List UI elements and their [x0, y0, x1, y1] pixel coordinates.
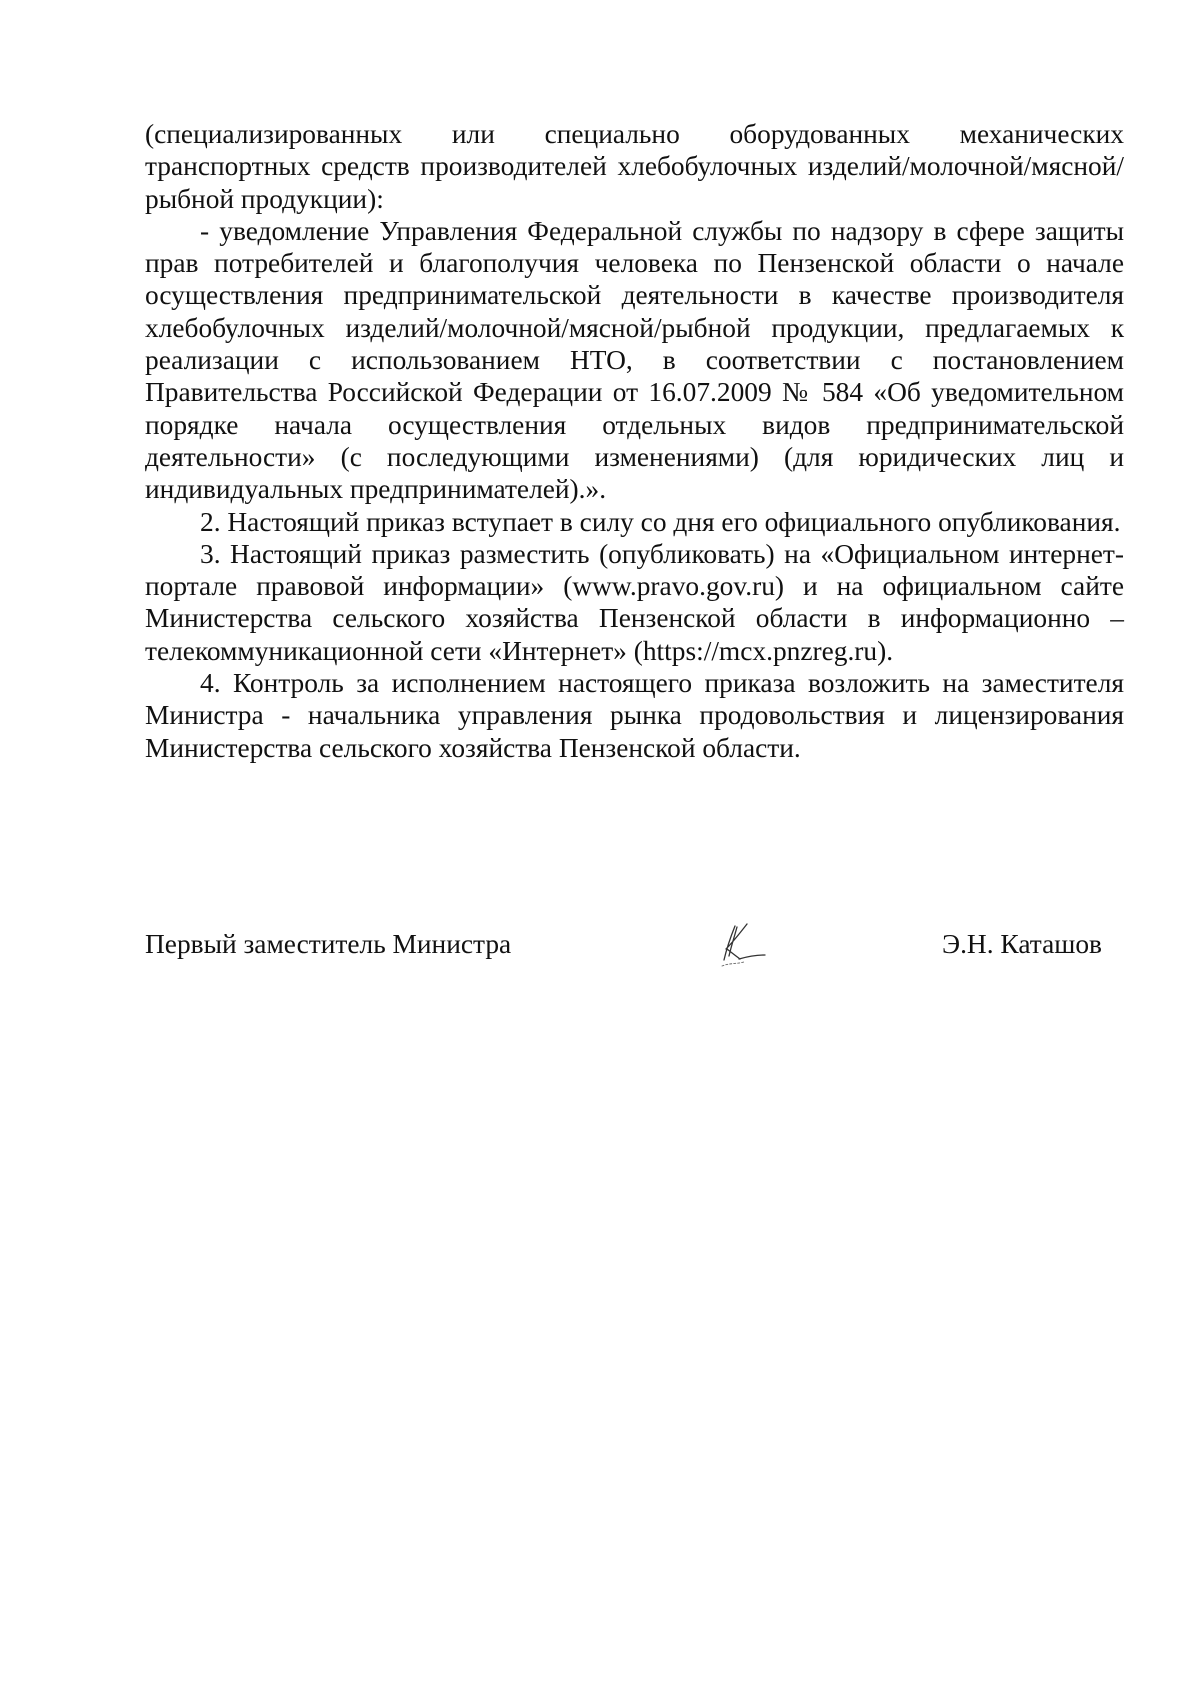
document-body — [145, 118, 1124, 764]
paragraph-item-4: 4. Контроль за исполнением настоящего приказа возложить на заместителя Министра - начальника управления рынка продовольствия и лицензирования Министерства сельского хозяйства Пензенской области. — [145, 668, 1124, 763]
paragraph-transport-list: (специализированных или специально оборудованных механических транспортных средств производителей хлебобулочных изделий/молочной/мясной/рыбной продукции): — [145, 119, 1124, 214]
paragraph-notification: - уведомление Управления Федеральной службы по надзору в сфере защиты прав потребителей и благополучия человека по Пензенской области о начале осуществления предпринимательской деятельности в качестве производителя хлебобулочных изделий/молочной/мясной/рыбной продукции, предлагаемых к реализации с использованием НТО, в соответствии с постановлением Правительства Российской Федерации от 16.07.2009 № 584 «Об уведомительном порядке начала осуществления отдельных видов предпринимательской деятельности» (с последующими изменениями) (для юридических лиц и индивидуальных предпринимателей).». — [145, 215, 1124, 505]
signatory-position: Первый заместитель Министра — [145, 929, 512, 959]
signature-block — [145, 928, 1105, 988]
signatory-name: Э.Н. Каташов — [942, 929, 1102, 959]
paragraph-item-2: 2. Настоящий приказ вступает в силу со дня его официального опубликования. — [200, 506, 1121, 537]
paragraph-item-3: 3. Настоящий приказ разместить (опубликовать) на «Официальном интернет-портале правовой информации» (www.pravo.gov.ru) и на официальном сайте Министерства сельского хозяйства Пензенской области в информационно – телекоммуникационной сети «Интернет» (https://mcx.pnzreg.ru). — [145, 538, 1124, 666]
handwritten-signature-icon — [713, 920, 783, 972]
